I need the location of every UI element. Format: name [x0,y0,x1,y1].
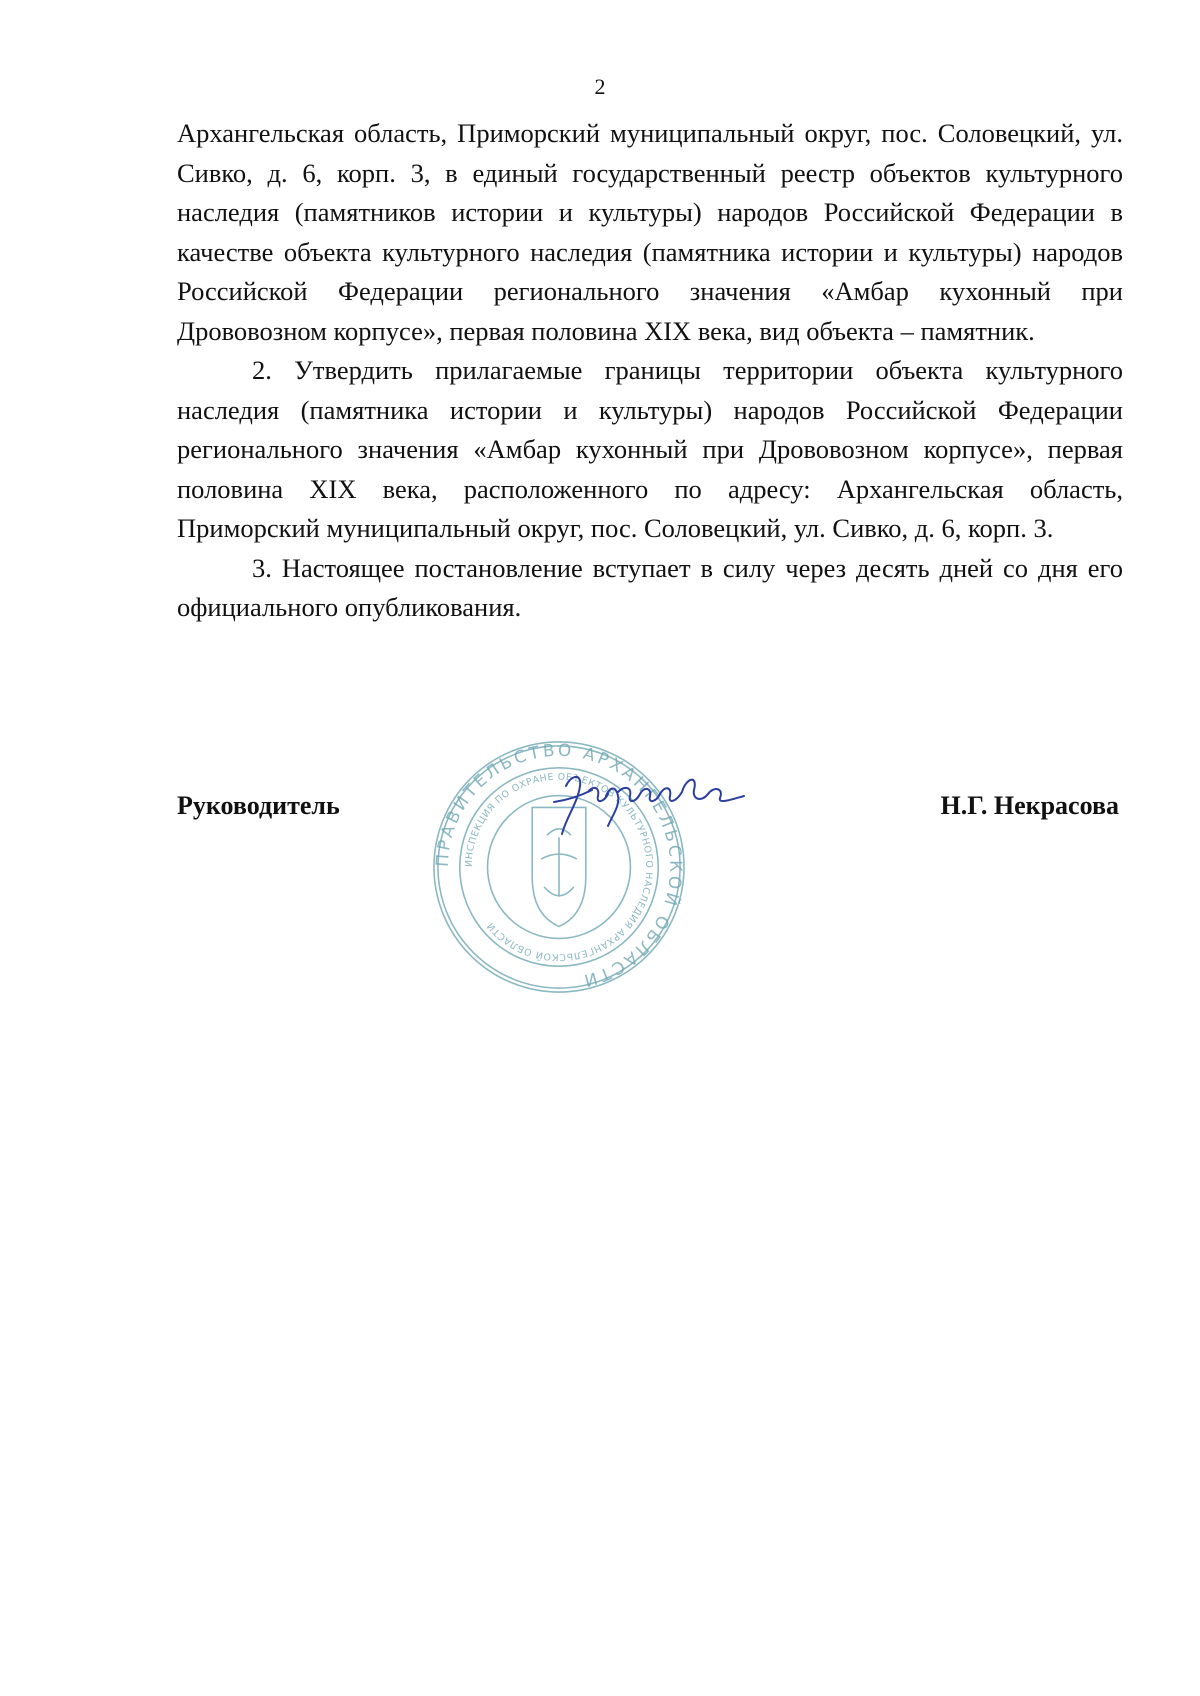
signatory-name: Н.Г. Некрасова [940,791,1119,820]
signatory-title: Руководитель [177,791,340,820]
paragraph-1-continuation: Архангельская область, Приморский муниципальный округ, пос. Соловецкий, ул. Сивко, д. 6, корп. 3, в единый государственный реестр объектов культурного наследия (памятников истории и культуры) народов Российской Федерации в качестве объекта культурного наследия (памятника истории и культуры) народов Российской Федерации регионального значения «Амбар кухонный при Дрововозном корпусе», первая половина XIX века, вид объекта – памятник. [177,118,1123,346]
paragraph-2: 2. Утвердить прилагаемые границы территории объекта культурного наследия (памятника истории и культуры) народов Российской Федерации регионального значения «Амбар кухонный при Дрововозном корпусе», первая половина XIX века, расположенного по адресу: Архангельская область, Приморский муниципальный округ, пос. Соловецкий, ул. Сивко, д. 6, корп. 3. [177,355,1123,543]
svg-text:ИНСПЕКЦИЯ ПО ОХРАНЕ ОБЪЕКТОВ К: ИНСПЕКЦИЯ ПО ОХРАНЕ ОБЪЕКТОВ КУЛЬТУРНОГО НАСЛЕДИЯ АРХАНГЕЛЬСКОЙ ОБЛАСТИ [463,771,655,963]
page-number: 2 [594,74,606,99]
document-body [177,114,1123,628]
svg-text:ПРАВИТЕЛЬСТВО АРХАНГЕЛЬСКОЙ ОБ: ПРАВИТЕЛЬСТВО АРХАНГЕЛЬСКОЙ ОБЛАСТИ [431,739,687,992]
handwritten-signature [548,756,748,846]
paragraph-3: 3. Настоящее постановление вступает в силу через десять дней со дня его официального опубликования. [177,552,1123,622]
